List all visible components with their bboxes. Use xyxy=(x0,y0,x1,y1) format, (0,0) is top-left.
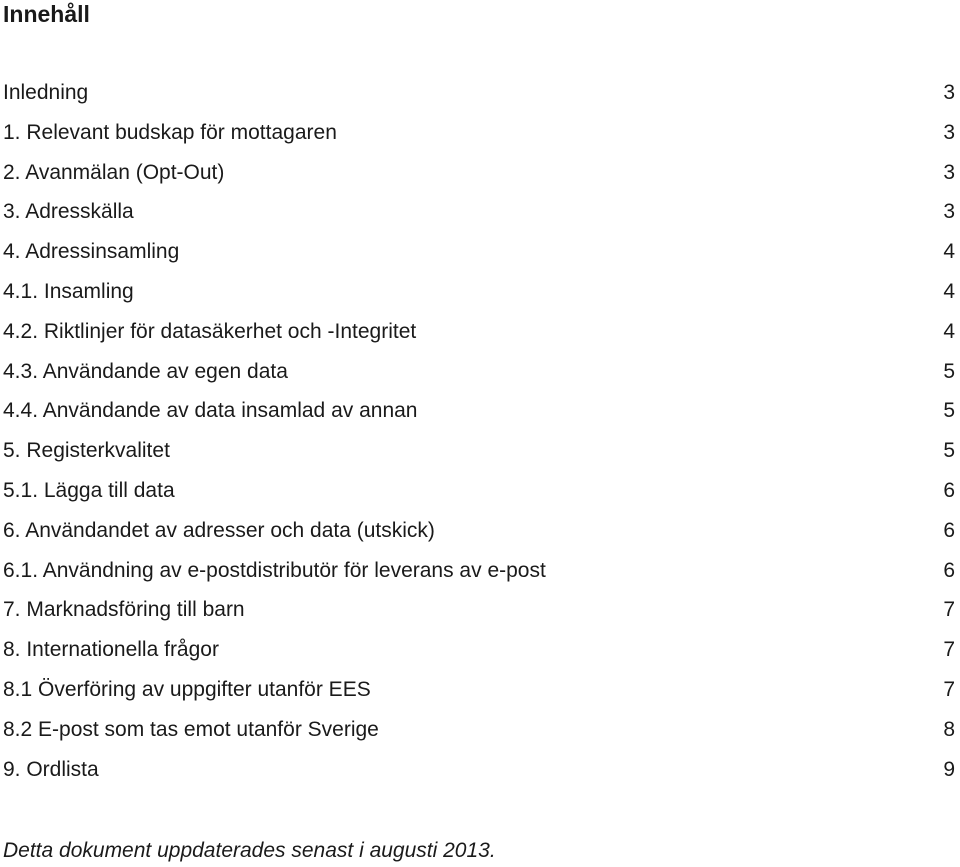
toc-entry[interactable] xyxy=(0,272,960,312)
toc-entry-page: 6 xyxy=(943,518,955,542)
toc-entry-title: 8.2 E-post som tas emot utanför Sverige xyxy=(3,717,379,741)
toc-entry-page: 9 xyxy=(943,757,955,781)
toc-entry[interactable] xyxy=(0,630,960,670)
toc-entry-title: 7. Marknadsföring till barn xyxy=(3,598,245,622)
toc-entry-page: 6 xyxy=(943,478,955,502)
toc-entry-title: Inledning xyxy=(3,81,89,104)
toc-entry[interactable] xyxy=(0,590,960,630)
toc-entry-page: 3 xyxy=(943,160,955,184)
toc-entry-title: 2. Avanmälan (Opt-Out) xyxy=(3,160,225,184)
toc-entry-title: 8. Internationella frågor xyxy=(3,638,219,662)
toc-entry-title: 6. Användandet av adresser och data (utskick) xyxy=(3,518,435,542)
toc-entry[interactable] xyxy=(0,153,960,193)
toc-entry[interactable] xyxy=(0,431,960,471)
toc-entry-title: 4.1. Insamling xyxy=(3,279,134,303)
toc-entry-title: 4.4. Användande av data insamlad av annan xyxy=(3,399,418,423)
toc-entry-title: 9. Ordlista xyxy=(3,757,99,781)
toc-entry-page: 4 xyxy=(943,319,955,343)
toc-entry[interactable] xyxy=(0,551,960,591)
toc-entry[interactable] xyxy=(0,73,960,113)
toc-entry[interactable] xyxy=(0,113,960,153)
toc-entry[interactable] xyxy=(0,670,960,710)
toc-entry-page: 5 xyxy=(943,359,955,383)
toc-entry-title: 3. Adresskälla xyxy=(3,200,134,224)
toc-entry[interactable] xyxy=(0,750,960,790)
toc-entry-page: 3 xyxy=(943,200,955,224)
toc-entry-title: 4. Adressinsamling xyxy=(3,240,180,264)
toc-entry-title: 5. Registerkvalitet xyxy=(3,439,170,463)
toc-entry[interactable] xyxy=(0,391,960,431)
toc-entry-page: 7 xyxy=(943,677,955,701)
toc-entry-page: 4 xyxy=(943,240,955,264)
toc-entry-page: 7 xyxy=(943,598,955,622)
toc-entry[interactable] xyxy=(0,471,960,511)
toc-entry[interactable] xyxy=(0,511,960,551)
toc-entry-title: 6.1. Användning av e-postdistributör för leverans av e-post xyxy=(3,558,546,582)
toc-entry[interactable] xyxy=(0,710,960,750)
toc-entry-page: 8 xyxy=(943,717,955,741)
toc-entry-title: 5.1. Lägga till data xyxy=(3,478,175,502)
footer-note: Detta dokument uppdaterades senast i augusti 2013. xyxy=(3,839,496,862)
toc-entry[interactable] xyxy=(0,192,960,232)
toc-entry[interactable] xyxy=(0,232,960,272)
toc-entry[interactable] xyxy=(0,352,960,392)
toc-entry-page: 5 xyxy=(943,399,955,423)
toc-entry-title: 4.3. Användande av egen data xyxy=(3,359,288,383)
toc-list xyxy=(0,73,960,789)
toc-entry-page: 7 xyxy=(943,638,955,662)
toc-entry-title: 1. Relevant budskap för mottagaren xyxy=(3,120,337,144)
toc-entry-page: 3 xyxy=(943,120,955,144)
toc-entry-title: 4.2. Riktlinjer för datasäkerhet och -Integritet xyxy=(3,319,417,343)
toc-entry-page: 3 xyxy=(943,81,955,104)
toc-entry-page: 5 xyxy=(943,439,955,463)
toc-heading: Innehåll xyxy=(3,1,90,27)
toc-entry-page: 4 xyxy=(943,279,955,303)
toc-entry[interactable] xyxy=(0,312,960,352)
toc-entry-title: 8.1 Överföring av uppgifter utanför EES xyxy=(3,677,371,701)
toc-entry-page: 6 xyxy=(943,558,955,582)
